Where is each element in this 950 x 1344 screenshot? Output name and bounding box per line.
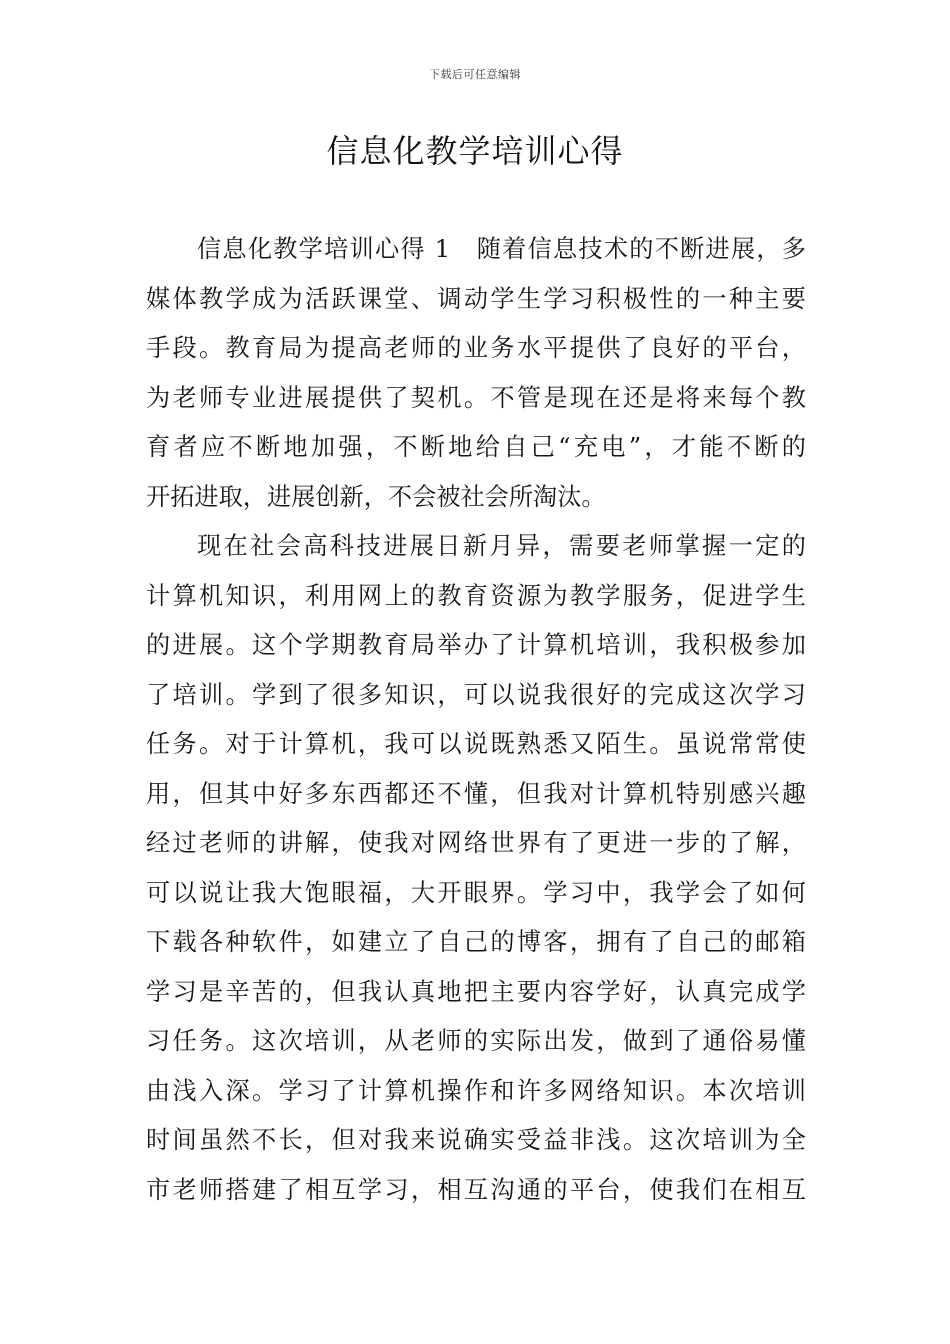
paragraph-line: 可以说让我大饱眼福，大开眼界。学习中，我学会了如何 [146, 878, 806, 907]
paragraph-line: 媒体教学成为活跃课堂、调动学生学习积极性的一种主要 [146, 284, 806, 313]
paragraph-line: 现在社会高科技进展日新月异，需要老师掌握一定的 [197, 532, 806, 560]
paragraph-line: 下载各种软件，如建立了自己的博客，拥有了自己的邮箱 [146, 928, 806, 956]
paragraph-line: 由浅入深。学习了计算机操作和许多网络知识。本次培训 [146, 1076, 806, 1105]
paragraph-line: 习任务。这次培训，从老师的实际出发，做到了通俗易懂 [146, 1027, 806, 1055]
paragraph-line: 育者应不断地加强，不断地给自己“充电”，才能不断的 [146, 433, 806, 461]
paragraph-line: 信息化教学培训心得 1 随着信息技术的不断进展，多 [197, 235, 806, 263]
paragraph-line: 经过老师的讲解，使我对网络世界有了更进一步的了解， [146, 829, 806, 857]
document-title: 信息化教学培训心得 [326, 132, 624, 170]
paragraph-line: 的进展。这个学期教育局举办了计算机培训，我积极参加 [146, 631, 806, 659]
document-body [146, 229, 806, 1219]
header-note: 下载后可任意编辑 [429, 68, 521, 81]
paragraph-line: 了培训。学到了很多知识，可以说我很好的完成这次学习 [146, 680, 806, 709]
paragraph-line: 用，但其中好多东西都还不懂，但我对计算机特别感兴趣 [146, 779, 806, 808]
paragraph-line: 任务。对于计算机，我可以说既熟悉又陌生。虽说常常使 [146, 730, 806, 758]
paragraph-line: 计算机知识，利用网上的教育资源为教学服务，促进学生 [146, 581, 806, 610]
paragraph-line: 学习是辛苦的，但我认真地把主要内容学好，认真完成学 [146, 977, 806, 1006]
paragraph-line: 时间虽然不长，但对我来说确实受益非浅。这次培训为全 [146, 1126, 806, 1154]
paragraph-line: 手段。教育局为提高老师的业务水平提供了良好的平台， [146, 334, 806, 362]
paragraph-line: 市老师搭建了相互学习，相互沟通的平台，使我们在相互 [146, 1175, 806, 1204]
paragraph-line: 开拓进取，进展创新，不会被社会所淘汰。 [146, 482, 606, 511]
paragraph-line: 为老师专业进展提供了契机。不管是现在还是将来每个教 [146, 383, 806, 412]
